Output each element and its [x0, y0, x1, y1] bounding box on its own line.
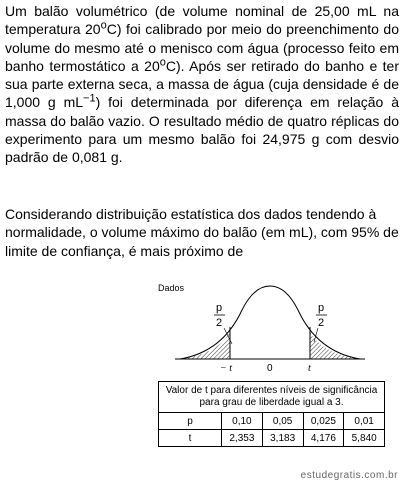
minus-t-label: − t	[220, 363, 233, 374]
table-cell: 3,183	[262, 430, 303, 447]
text-segment: Um balão volumétrico (de volume nominal de 25,00 mL na temperatura 20	[5, 3, 399, 38]
table-cell: 0,025	[303, 413, 344, 430]
bell-curve	[180, 286, 360, 359]
table-cell: 2,353	[222, 430, 263, 447]
t-distribution-figure	[150, 282, 390, 374]
right-p-label: p	[318, 302, 325, 314]
question-paragraph-2: Considerando distribuição estatística dos dados tendendo à normalidade, o volume máximo do balão (em mL), com 95% de limite de confiança, é mais próximo de	[5, 206, 399, 259]
text-segment: C) foi calibrado por meio do preenchimento do volume do mesmo até o menisco com água (processo feito em banho termostático a 20	[5, 21, 400, 74]
table-cell: 0,05	[262, 413, 303, 430]
figure-label-dados: Dados	[158, 283, 185, 293]
row-label-p: p	[159, 413, 222, 430]
table-cell: 0,01	[344, 413, 385, 430]
zero-label: 0	[267, 363, 273, 374]
text-segment: C). Após ser retirado do banho e ter sua parte externa seca, a massa de água (cuja densidade é de 1,000 g mL	[5, 57, 399, 111]
table-caption: Valor de t para diferentes níveis de significância para grau de liberdade igual a 3.	[159, 382, 385, 413]
table-cell: 5,840	[344, 430, 385, 447]
table-cell: 4,176	[303, 430, 344, 447]
degree-sign: o	[159, 56, 166, 69]
table-row-p	[159, 413, 385, 430]
site-watermark: estudegratis.com.br	[300, 470, 398, 481]
question-paragraph-1	[5, 2, 399, 167]
t-value-table	[158, 381, 385, 447]
t-label: t	[308, 363, 311, 374]
left-p-label: p	[216, 302, 223, 314]
right-tail-area	[310, 332, 360, 359]
table-row-t	[159, 430, 385, 447]
table-cell: 0,10	[222, 413, 263, 430]
left-tail-area	[180, 332, 230, 359]
right-2-label: 2	[318, 317, 325, 329]
row-label-t: t	[159, 430, 222, 447]
exponent: −1	[83, 92, 96, 105]
degree-sign: o	[100, 19, 107, 32]
text-segment: ) foi determinada por diferença em relação à massa do balão vazio. O resultado médio de quatro réplicas do experimento para um mesmo balão foi 24,975 g com desvio padrão de 0,081 g.	[5, 94, 399, 166]
left-2-label: 2	[216, 317, 223, 329]
